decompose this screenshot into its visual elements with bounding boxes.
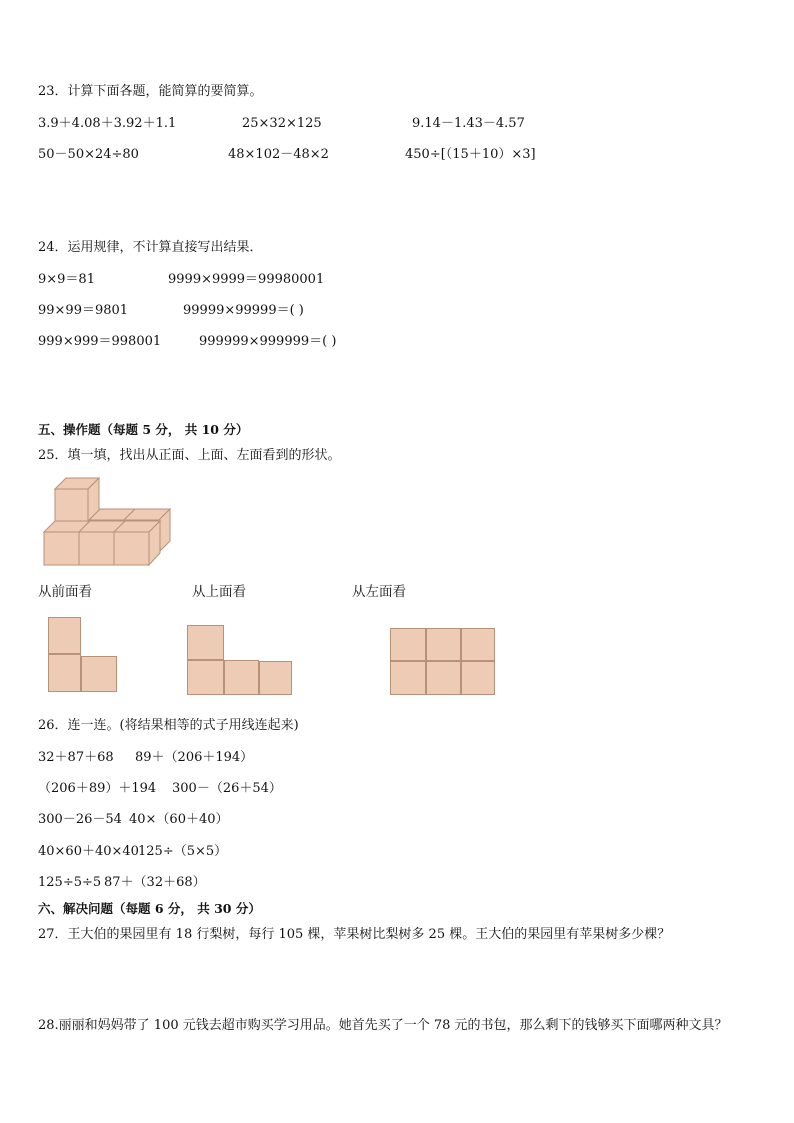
q23-expr-2: 25×32×125 (242, 116, 322, 131)
q23-expr-6: 450÷[（15＋10）×3] (405, 147, 536, 162)
q26-right-1: 89＋（206＋194） (135, 750, 254, 765)
q23-expr-5: 48×102－48×2 (228, 147, 329, 162)
q24-right-2: 99999×99999＝( ) (183, 303, 304, 318)
q26-left-5: 125÷5÷5 (38, 875, 102, 890)
q24-left-2: 99×99＝9801 (38, 303, 129, 318)
front-view-square (81, 656, 117, 692)
section-5-title: 五、操作题（每题 5 分， 共 10 分） (38, 422, 249, 437)
q26-title: 26．连一连。(将结果相等的式子用线连起来) (38, 718, 299, 733)
left-view-square (390, 661, 426, 695)
q26-left-4: 40×60＋40×40 (38, 844, 139, 859)
q23-expr-1: 3.9＋4.08＋3.92＋1.1 (38, 116, 177, 131)
q28-text: 28.丽丽和妈妈带了 100 元钱去超市购买学习用品。她首先买了一个 78 元的书包，那么剩下的钱够买下面哪两种文具？ (38, 1018, 728, 1033)
q27-text: 27．王大伯的果园里有 18 行梨树，每行 105 棵，苹果树比梨树多 25 棵。王大伯的果园里有苹果树多少棵？ (38, 927, 671, 942)
top-view-square (187, 660, 224, 695)
q26-left-1: 32＋87＋68 (38, 750, 114, 765)
top-view-square (259, 661, 292, 695)
left-view-square (461, 628, 495, 661)
top-view-square (187, 625, 224, 660)
q24-title: 24．运用规律，不计算直接写出结果． (38, 240, 263, 255)
front-view-square (48, 654, 81, 692)
q23-title: 23．计算下面各题，能简算的要简算。 (38, 84, 263, 99)
left-view-square (426, 628, 461, 661)
q24-left-3: 999×999＝998001 (38, 334, 162, 349)
q26-right-5: 87＋（32＋68） (104, 875, 206, 890)
q25-title: 25．填一填，找出从正面、上面、左面看到的形状。 (38, 448, 341, 463)
q24-right-1: 9999×9999＝99980001 (168, 272, 325, 287)
q26-right-3: 40×（60＋40） (129, 812, 229, 827)
q26-left-2: （206＋89）＋194 (38, 781, 157, 796)
left-view-square (461, 661, 495, 695)
q26-left-3: 300－26－54 (38, 812, 122, 827)
front-view-square (48, 617, 81, 654)
q24-right-3: 999999×999999＝( ) (199, 334, 337, 349)
q26-right-2: 300－（26＋54） (172, 781, 282, 796)
q24-left-1: 9×9＝81 (38, 272, 95, 287)
top-view-square (224, 660, 259, 695)
view-label-front: 从前面看 (38, 584, 92, 600)
left-view-square (390, 628, 426, 661)
view-label-left: 从左面看 (352, 584, 406, 600)
cube-stack-figure (42, 476, 172, 570)
q26-right-4: 125÷（5×5） (138, 844, 228, 859)
left-view-square (426, 661, 461, 695)
section-6-title: 六、解决问题（每题 6 分， 共 30 分） (38, 901, 261, 916)
q23-expr-4: 50－50×24÷80 (38, 147, 139, 162)
view-label-top: 从上面看 (192, 584, 246, 600)
q23-expr-3: 9.14－1.43－4.57 (412, 116, 525, 131)
